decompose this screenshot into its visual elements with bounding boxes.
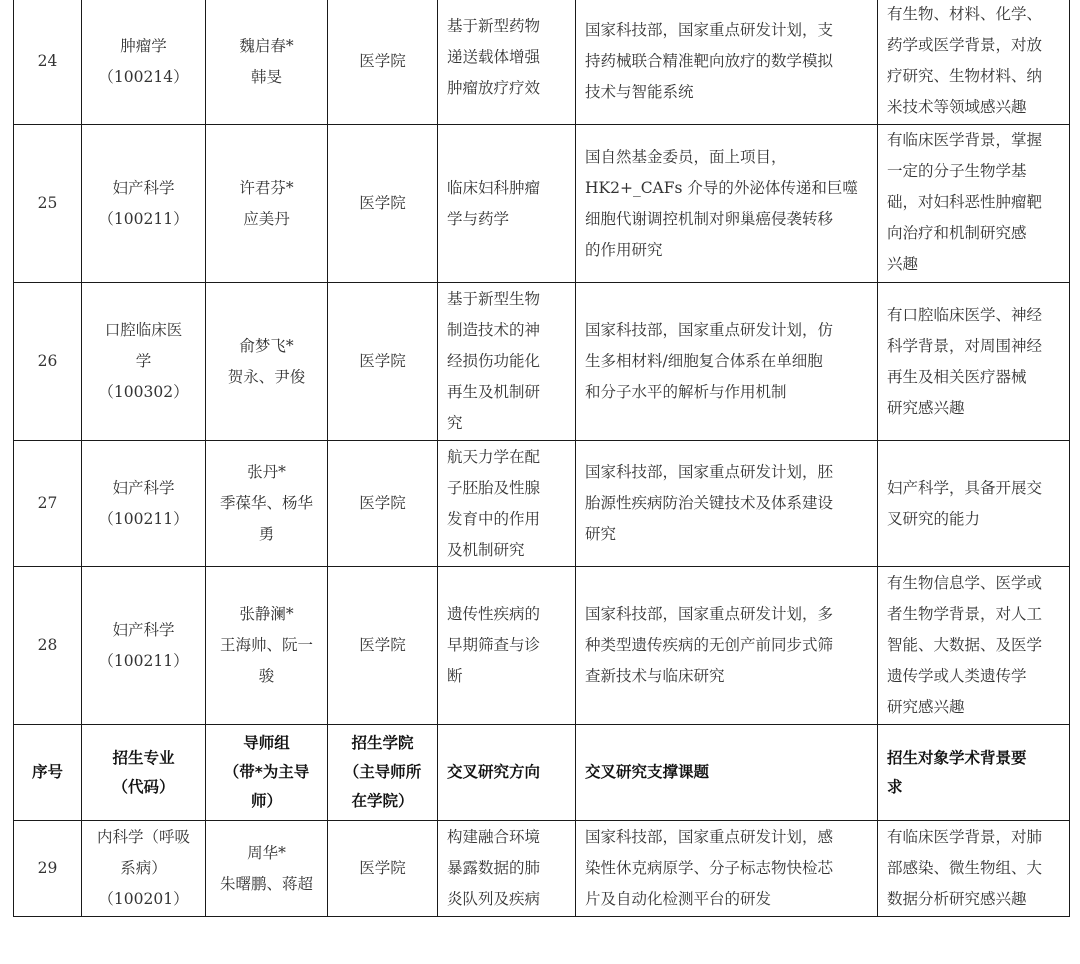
direction-cell: 遗传性疾病的 早期筛查与诊 断 [438, 567, 576, 725]
direction-cell: 基于新型药物 递送载体增强 肿瘤放疗疗效 [438, 0, 576, 125]
school-cell: 医学院 [328, 821, 438, 917]
requirement-cell: 有临床医学背景，掌握 一定的分子生物学基 础，对妇科恶性肿瘤靶 向治疗和机制研究感 兴趣 [878, 125, 1070, 283]
tutor-cell: 许君芬* 应美丹 [206, 125, 328, 283]
table-row [14, 283, 1070, 441]
header-school: 招生学院 （主导师所 在学院） [328, 725, 438, 821]
table-row [14, 441, 1070, 567]
direction-cell: 构建融合环境 暴露数据的肺 炎队列及疾病 [438, 821, 576, 917]
row-number: 28 [14, 567, 82, 725]
header-no: 序号 [14, 725, 82, 821]
requirement-cell: 有临床医学背景，对肺 部感染、微生物组、大 数据分析研究感兴趣 [878, 821, 1070, 917]
requirement-cell: 有生物信息学、医学或 者生物学背景，对人工 智能、大数据、及医学 遗传学或人类遗传学 研究感兴趣 [878, 567, 1070, 725]
header-major: 招生专业 （代码） [82, 725, 206, 821]
major-cell: 肿瘤学 （100214） [82, 0, 206, 125]
row-number: 24 [14, 0, 82, 125]
admissions-table [13, 0, 1070, 917]
table-header-row [14, 725, 1070, 821]
row-number: 26 [14, 283, 82, 441]
row-number: 25 [14, 125, 82, 283]
major-cell: 口腔临床医 学 （100302） [82, 283, 206, 441]
major-cell: 内科学（呼吸 系病） （100201） [82, 821, 206, 917]
project-cell: 国家科技部，国家重点研发计划，仿 生多相材料/细胞复合体系在单细胞 和分子水平的解析与作用机制 [576, 283, 878, 441]
major-cell: 妇产科学 （100211） [82, 567, 206, 725]
project-cell: 国家科技部，国家重点研发计划，感 染性休克病原学、分子标志物快检芯 片及自动化检测平台的研发 [576, 821, 878, 917]
school-cell: 医学院 [328, 567, 438, 725]
tutor-cell: 张静澜* 王海帅、阮一 骏 [206, 567, 328, 725]
project-cell: 国自然基金委员，面上项目， HK2+_CAFs 介导的外泌体传递和巨噬 细胞代谢调控机制对卵巢癌侵袭转移 的作用研究 [576, 125, 878, 283]
major-cell: 妇产科学 （100211） [82, 125, 206, 283]
tutor-cell: 俞梦飞* 贺永、尹俊 [206, 283, 328, 441]
row-number: 29 [14, 821, 82, 917]
school-cell: 医学院 [328, 441, 438, 567]
direction-cell: 航天力学在配 子胚胎及性腺 发育中的作用 及机制研究 [438, 441, 576, 567]
header-project: 交叉研究支撑课题 [576, 725, 878, 821]
direction-cell: 基于新型生物 制造技术的神 经损伤功能化 再生及机制研 究 [438, 283, 576, 441]
major-cell: 妇产科学 （100211） [82, 441, 206, 567]
school-cell: 医学院 [328, 283, 438, 441]
school-cell: 医学院 [328, 125, 438, 283]
header-direction: 交叉研究方向 [438, 725, 576, 821]
project-cell: 国家科技部，国家重点研发计划，多 种类型遗传疾病的无创产前同步式筛 查新技术与临床研究 [576, 567, 878, 725]
requirement-cell: 有口腔临床医学、神经 科学背景，对周围神经 再生及相关医疗器械 研究感兴趣 [878, 283, 1070, 441]
header-requirement: 招生对象学术背景要 求 [878, 725, 1070, 821]
school-cell: 医学院 [328, 0, 438, 125]
project-cell: 国家科技部，国家重点研发计划，支 持药械联合精准靶向放疗的数学模拟 技术与智能系统 [576, 0, 878, 125]
table-row [14, 0, 1070, 125]
table-row [14, 821, 1070, 917]
row-number: 27 [14, 441, 82, 567]
direction-cell: 临床妇科肿瘤 学与药学 [438, 125, 576, 283]
requirement-cell: 妇产科学，具备开展交 叉研究的能力 [878, 441, 1070, 567]
tutor-cell: 周华* 朱曙鹏、蒋超 [206, 821, 328, 917]
project-cell: 国家科技部，国家重点研发计划，胚 胎源性疾病防治关键技术及体系建设 研究 [576, 441, 878, 567]
table-row [14, 567, 1070, 725]
tutor-cell: 魏启春* 韩旻 [206, 0, 328, 125]
tutor-cell: 张丹* 季葆华、杨华 勇 [206, 441, 328, 567]
requirement-cell: 有生物、材料、化学、 药学或医学背景，对放 疗研究、生物材料、纳 米技术等领域感兴趣 [878, 0, 1070, 125]
table-row [14, 125, 1070, 283]
header-tutor: 导师组 （带*为主导 师） [206, 725, 328, 821]
